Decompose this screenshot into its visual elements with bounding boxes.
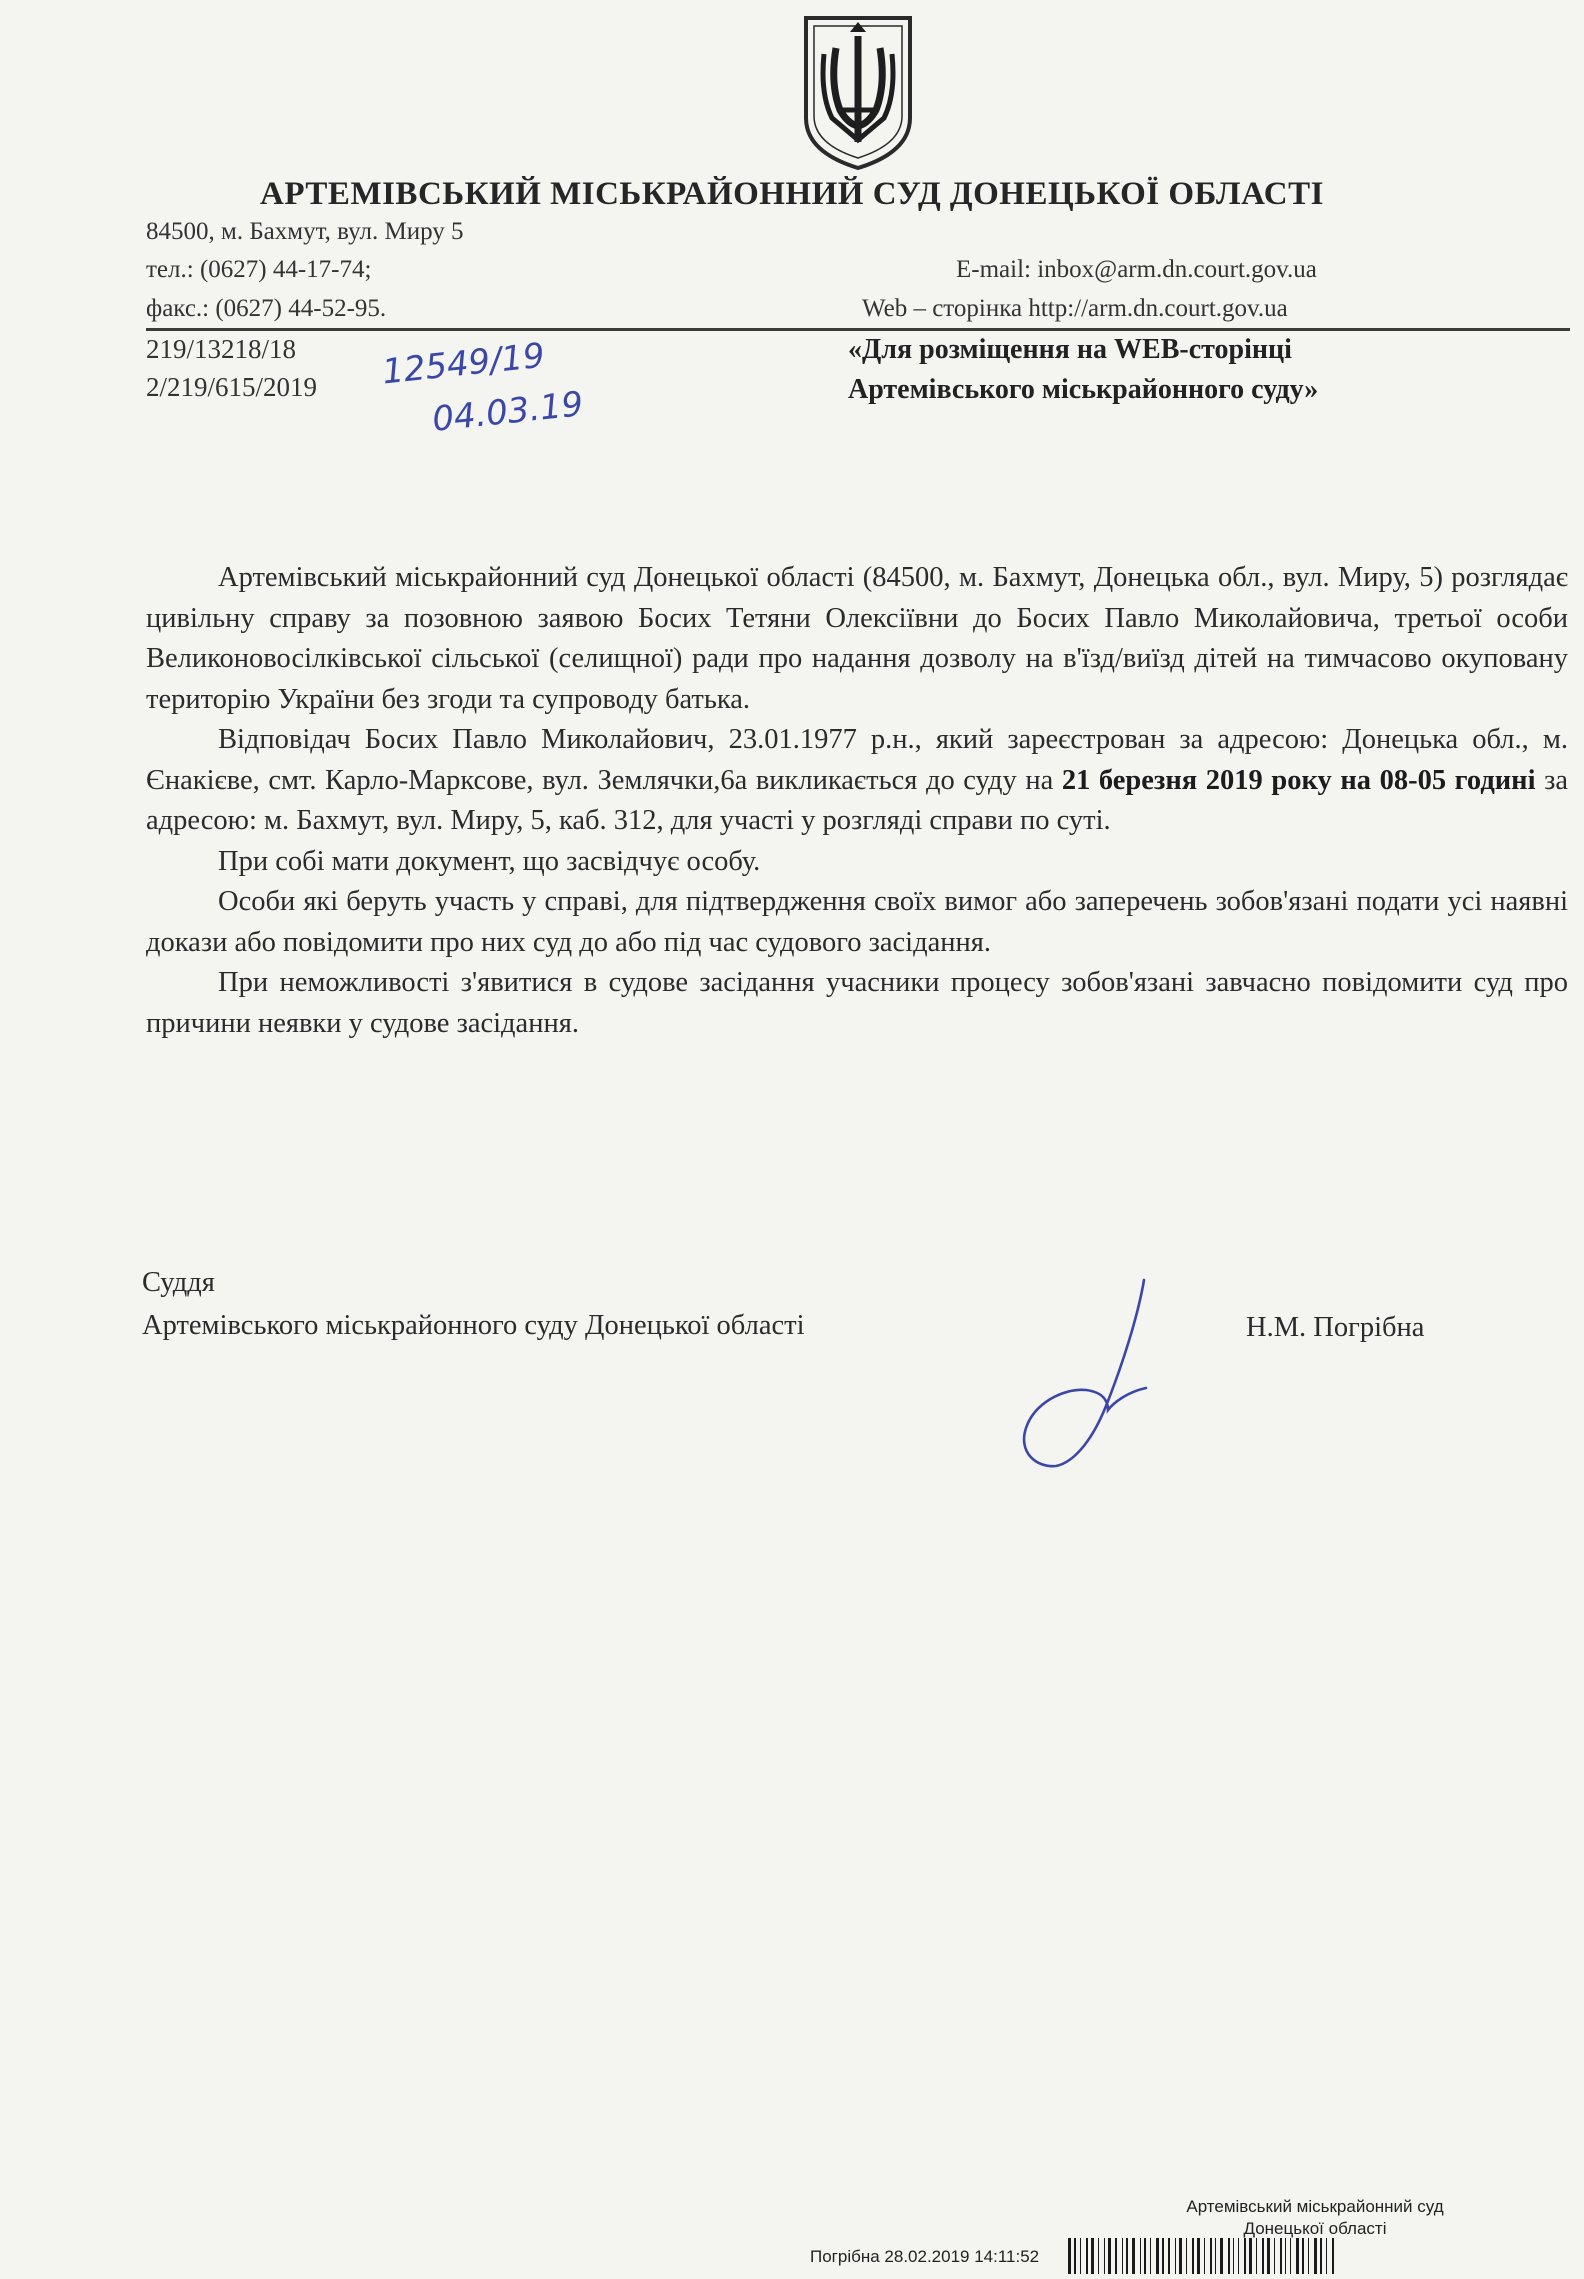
registry-office-line-2: Донецької області: [1243, 2219, 1387, 2238]
case-number-1: 219/13218/18: [146, 334, 297, 364]
document-barcode: [1068, 2238, 1337, 2274]
barcode-bar: [1126, 2238, 1128, 2274]
court-title: АРТЕМІВСЬКИЙ МІСЬКРАЙОННИЙ СУД ДОНЕЦЬКОЇ ОБЛАСТІ: [260, 176, 1324, 212]
barcode-bar: [1140, 2238, 1141, 2274]
court-email: E-mail: inbox@arm.dn.court.gov.ua: [956, 256, 1317, 283]
court-website: Web – сторінка http://arm.dn.court.gov.ua: [862, 295, 1288, 322]
barcode-bar: [1332, 2238, 1334, 2274]
barcode-bar: [1314, 2238, 1317, 2274]
p2-text-after: за адресою: м. Бахмут, вул. Миру, 5, каб. 312, для участі у розгляді справи по суті.: [146, 764, 1568, 836]
barcode-bar: [1122, 2238, 1123, 2274]
handwritten-reg-number: 12549/19: [380, 335, 547, 393]
barcode-bar: [1233, 2238, 1234, 2274]
barcode-bar: [1175, 2238, 1176, 2274]
barcode-bar: [1228, 2238, 1230, 2274]
signer-name: Н.М. Погрібна: [1246, 1312, 1425, 1343]
barcode-bar: [1320, 2238, 1322, 2274]
barcode-bar: [1068, 2238, 1071, 2274]
barcode-bar: [1210, 2238, 1212, 2274]
signer-title: Суддя: [142, 1267, 215, 1298]
body-paragraph-1: Артемівський міськрайонний суд Донецької області (84500, м. Бахмут, Донецька обл., вул. Миру, 5) розглядає цивільну справу за позовною заявою Босих Тетяни Олексіївни до Босих Павло Миколайовича, третьої особи Великоновосілківської сільської (селищної) ради про надання дозволу на в'їзд/виїзд дітей на тимчасово окуповану територію України без згоди та супроводу батька.: [146, 562, 1568, 715]
barcode-bar: [1285, 2238, 1286, 2274]
barcode-bar: [1256, 2238, 1257, 2274]
barcode-bar: [1080, 2238, 1081, 2274]
case-number-2: 2/219/615/2019: [146, 372, 318, 402]
barcode-bar: [1108, 2238, 1111, 2274]
signer-court: Артемівського міськрайонного суду Донецької області: [142, 1310, 805, 1341]
barcode-bar: [1086, 2238, 1088, 2274]
p2-text-before: Відповідач Босих Павло Миколайович, 23.01.1977 р.н., який зареєстрован за адресою: Донецька обл., м. Єнакієве, смт. Карло-Марксове, вул. Землячки,6а викликається до суду на: [146, 724, 1568, 796]
barcode-bar: [1115, 2238, 1117, 2274]
summons-body: [146, 558, 1568, 1044]
hearing-datetime: 21 березня 2019 року на 08-05 годині: [1061, 764, 1536, 796]
barcode-bar: [1267, 2238, 1270, 2274]
barcode-bar: [1104, 2238, 1105, 2274]
coat-of-arms-icon: [800, 14, 916, 172]
body-paragraph-5: При неможливості з'явитися в судове засідання учасники процесу зобов'язані завчасно повідомити суд про причини неявки у судове засідання.: [146, 967, 1568, 1039]
barcode-bar: [1262, 2238, 1264, 2274]
registry-office-line-1: Артемівський міськрайонний суд: [1186, 2197, 1444, 2216]
barcode-bar: [1132, 2238, 1135, 2274]
barcode-bar: [1238, 2238, 1239, 2274]
barcode-bar: [1274, 2238, 1275, 2274]
barcode-bar: [1098, 2238, 1099, 2274]
barcode-bar: [1074, 2238, 1076, 2274]
barcode-bar: [1192, 2238, 1194, 2274]
handwritten-signature: [1010, 1276, 1160, 1472]
handwritten-reg-date: 04.03.19: [430, 384, 586, 440]
header-divider: [146, 328, 1570, 331]
barcode-bar: [1280, 2238, 1282, 2274]
placement-note-line-2: Артемівського міськрайонного суду»: [848, 374, 1319, 405]
barcode-bar: [1308, 2238, 1309, 2274]
barcode-bar: [1162, 2238, 1164, 2274]
barcode-bar: [1091, 2238, 1094, 2274]
barcode-bar: [1220, 2238, 1223, 2274]
registry-meta: Погрібна 28.02.2019 14:11:52: [810, 2247, 1040, 2266]
body-paragraph-3: При собі мати документ, що засвідчує особу.: [218, 845, 761, 877]
court-phone: тел.: (0627) 44-17-74;: [146, 256, 372, 283]
barcode-bar: [1179, 2238, 1182, 2274]
barcode-bar: [1144, 2238, 1146, 2274]
barcode-bar: [1249, 2238, 1252, 2274]
barcode-bar: [1326, 2238, 1327, 2274]
barcode-bar: [1197, 2238, 1200, 2274]
court-address: 84500, м. Бахмут, вул. Миру 5: [146, 218, 464, 245]
barcode-bar: [1150, 2238, 1151, 2274]
barcode-bar: [1168, 2238, 1170, 2274]
placement-note-line-1: «Для розміщення на WEB-сторінці: [848, 334, 1292, 365]
barcode-bar: [1156, 2238, 1159, 2274]
barcode-bar: [1296, 2238, 1299, 2274]
barcode-bar: [1244, 2238, 1246, 2274]
body-paragraph-4: Особи які беруть участь у справі, для підтвердження своїх вимог або заперечень зобов'язані подати усі наявні докази або повідомити про них суд до або під час судового засідання.: [146, 886, 1568, 958]
barcode-bar: [1215, 2238, 1216, 2274]
barcode-bar: [1186, 2238, 1187, 2274]
barcode-bar: [1204, 2238, 1205, 2274]
court-fax: факс.: (0627) 44-52-95.: [146, 295, 387, 322]
registry-office: [1130, 2196, 1500, 2240]
body-paragraph-2: [146, 720, 1568, 842]
barcode-bar: [1290, 2238, 1291, 2274]
barcode-bar: [1302, 2238, 1304, 2274]
